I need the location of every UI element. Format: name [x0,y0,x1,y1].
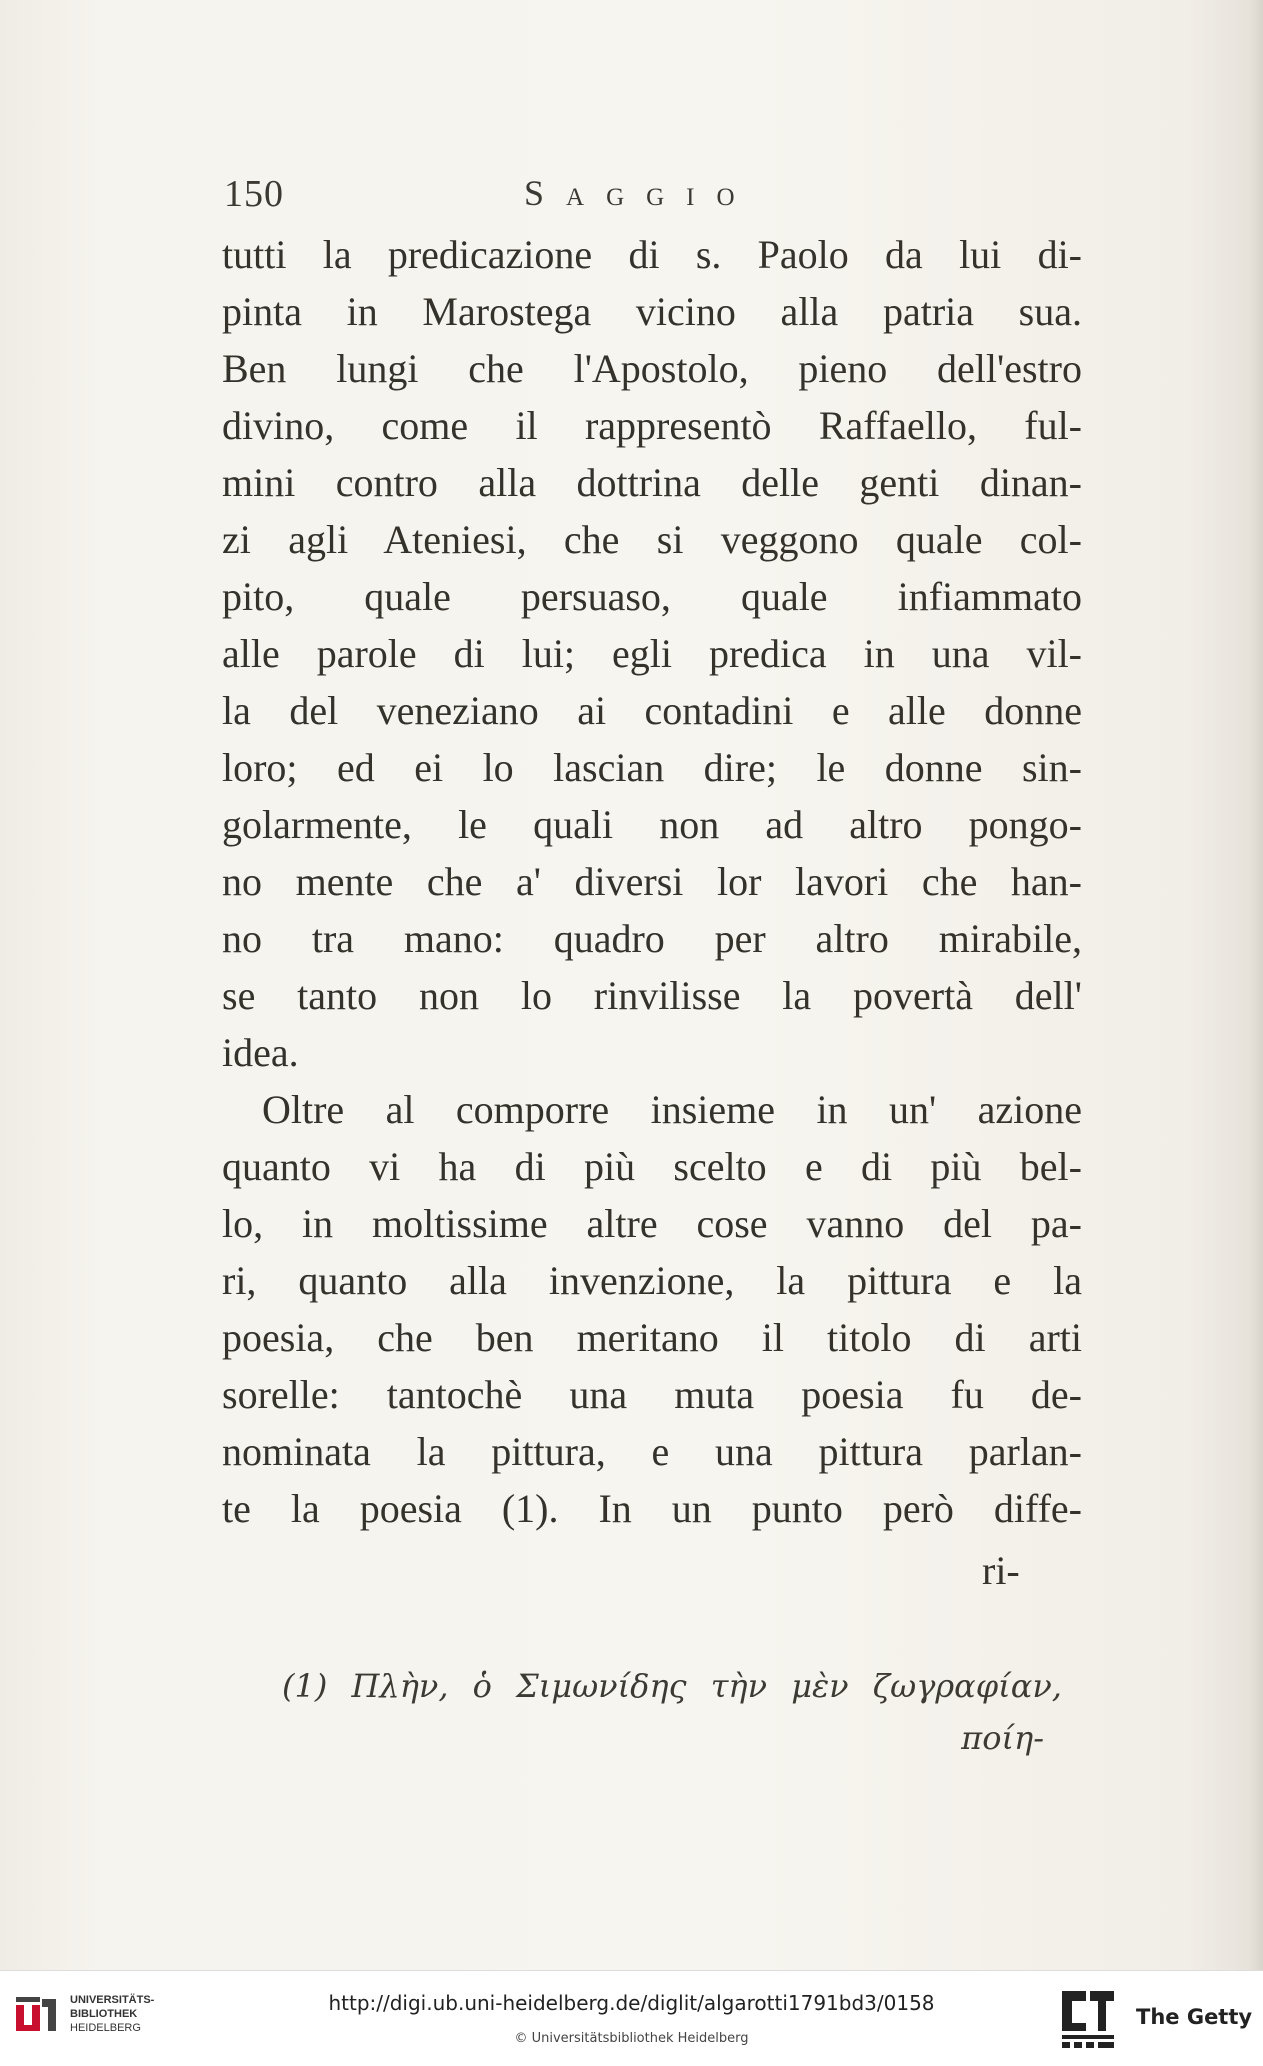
text-line: idea. [222,1030,299,1075]
text-line: ri, quanto alla invenzione, la pittura e la [222,1258,1082,1303]
text-line: poesia, che ben meritano il titolo di arti [222,1315,1082,1360]
text-line: alle parole di lui; egli predica in una vil- [222,631,1082,676]
text-line: pinta in Marostega vicino alla patria sua. [222,289,1082,334]
text-line: Ben lungi che l'Apostolo, pieno dell'estro [222,346,1082,391]
running-title: Saggio [524,173,757,213]
library-name-line: HEIDELBERG [70,2022,141,2034]
text-line: golarmente, le quali non ad altro pongo- [222,802,1082,847]
text-line: te la poesia (1). In un punto però diffe- [222,1486,1082,1531]
text-line: no tra mano: quadro per altro mirabile, [222,916,1082,961]
text-line: mini contro alla dottrina delle genti dinan- [222,460,1082,505]
text-line: Oltre al comporre insieme in un' azione [262,1087,1082,1132]
text-line: pito, quale persuaso, quale infiammato [222,574,1082,619]
text-line: sorelle: tantochè una muta poesia fu de- [222,1372,1082,1417]
text-line: la del veneziano ai contadini e alle donne [222,688,1082,733]
text-line: se tanto non lo rinvilisse la povertà dell' [222,973,1082,1018]
page-number: 150 [224,173,284,215]
text-line: no mente che a' diversi lor lavori che han- [222,859,1082,904]
partner-name: The Getty [1136,2005,1253,2029]
text-line: loro; ed ei lo lascian dire; le donne sin- [222,745,1082,790]
permalink-url[interactable]: http://digi.ub.uni-heidelberg.de/diglit/algarotti1791bd3/0158 [328,1991,935,2015]
library-name-line: UNIVERSITÄTS- [70,1994,155,2006]
text-line: quanto vi ha di più scelto e di più bel- [222,1144,1082,1189]
running-header [224,172,1084,222]
text-line: lo, in moltissime altre cose vanno del pa- [222,1201,1082,1246]
text-line: divino, come il rappresentò Raffaello, ful- [222,403,1082,448]
text-line: tutti la predicazione di s. Paolo da lui di- [222,232,1082,277]
text-line: nominata la pittura, e una pittura parlan- [222,1429,1082,1474]
page-edge [1249,0,1263,1970]
getty-logo-icon [1058,1987,1118,2051]
library-name-line: BIBLIOTHEK [70,2008,138,2020]
body-text [222,226,1082,1537]
footnote [282,1660,1082,1764]
viewer-footer [0,1970,1263,2066]
footnote-line: (1) Πλὴν, ὁ Σιμωνίδης τὴν μὲν ζωγραφίαν, [282,1667,1062,1705]
catchword: ri- [982,1548,1020,1593]
copyright-notice: © Universitätsbibliothek Heidelberg [514,2031,749,2046]
footnote-continuation: ποίη- [961,1719,1044,1757]
text-line: zi agli Ateniesi, che si veggono quale col- [222,517,1082,562]
